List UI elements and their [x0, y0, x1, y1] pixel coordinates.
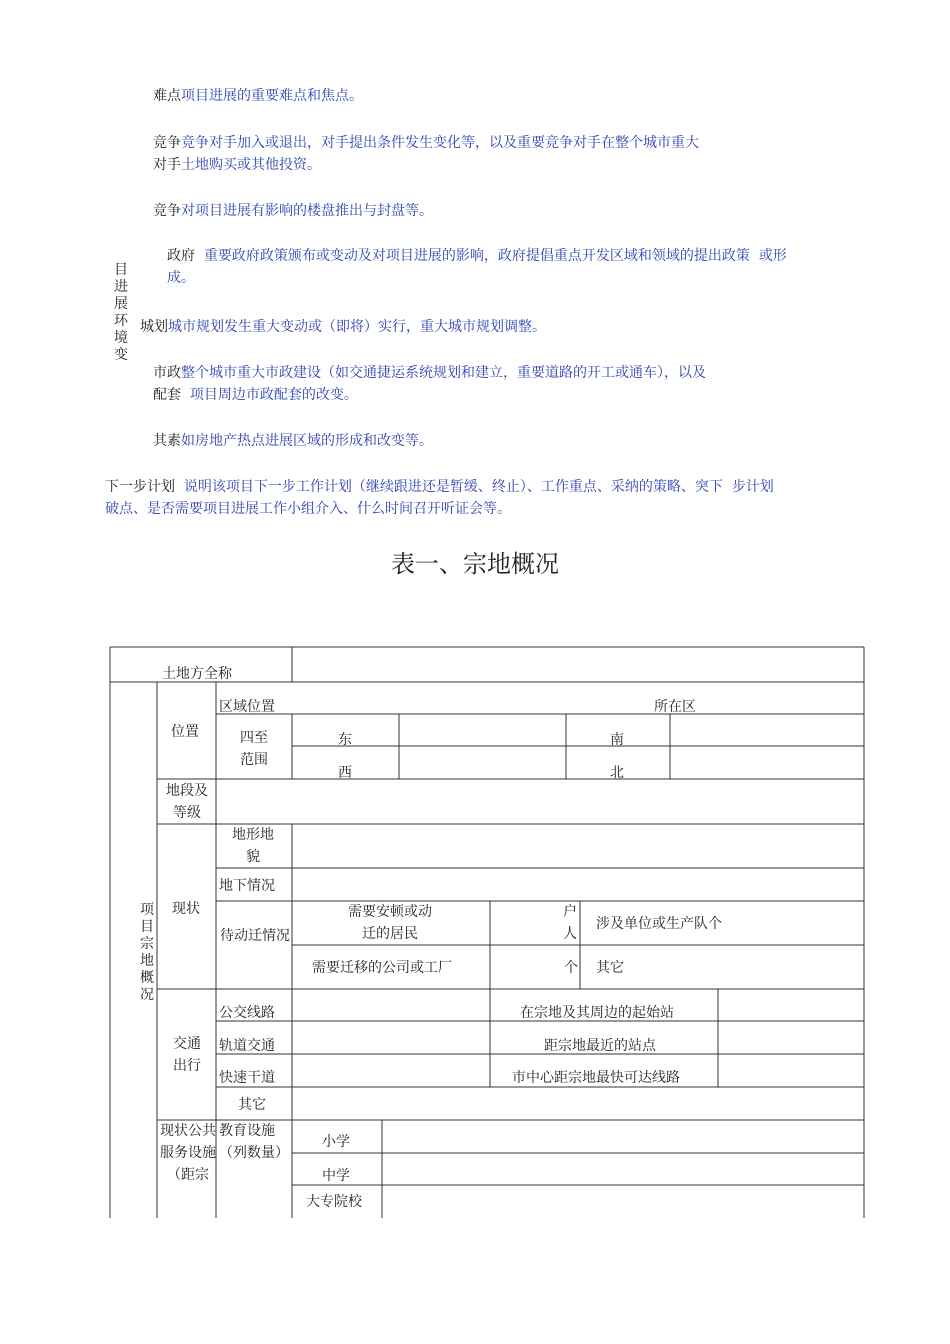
college-label: 大专院校 — [306, 1194, 362, 1210]
env-item-government-line2: 成。 — [167, 270, 195, 286]
rail-station-label: 距宗地最近的站点 — [544, 1038, 656, 1054]
households-label: 户人 — [563, 904, 577, 942]
env-item-text: 整个城市重大市政建设（如交通捷运系统规划和建立，重要道路的开工或通车），以及 — [181, 365, 706, 381]
env-item-text: 重要政府政策颁布或变动及对项目进展的影响，政府提倡重点开发区域和领域的提出政策 — [203, 248, 750, 264]
env-section-label: 目进展环境变 — [114, 262, 128, 363]
south-label: 南 — [610, 732, 624, 748]
next-plan-label: 下一步计划 — [105, 479, 175, 495]
next-plan-text: 说明该项目下一步工作计划（继续跟进还是暂缓、终止）、工作重点、采纳的策略、突下 — [183, 479, 723, 495]
env-item-label: 难点 — [153, 88, 181, 104]
env-item-label: 竞争 — [153, 203, 181, 219]
west-label: 西 — [338, 765, 352, 781]
env-item-text: 项目周边市政配套的改变。 — [189, 387, 358, 403]
education-label: 教育设施（列数量） — [219, 1123, 289, 1161]
other-status-label: 其它 — [596, 960, 624, 976]
next-plan-tail: 步计划 — [731, 479, 774, 495]
table-title: 表一、宗地概况 — [391, 550, 559, 578]
district-label: 所在区 — [654, 699, 696, 715]
env-item-text: 如房地产热点进展区域的形成和改变等。 — [181, 433, 433, 449]
north-label: 北 — [610, 765, 624, 781]
relocation-label: 待动迁情况 — [220, 928, 290, 944]
underground-label: 地下情况 — [219, 878, 275, 894]
env-item-label: 其素 — [153, 433, 181, 449]
middle-school-label: 中学 — [322, 1168, 350, 1184]
env-item-label: 配套 — [153, 387, 181, 403]
residents-label: 需要安顿或动迁的居民 — [348, 904, 432, 942]
env-item-text: 城市规划发生重大变动或（即将）实行，重大城市规划调整。 — [168, 319, 546, 335]
primary-school-label: 小学 — [322, 1134, 350, 1150]
grade-label: 地段及等级 — [166, 783, 208, 821]
env-item-label: 政府 — [167, 248, 195, 264]
section-label: 项目宗地概况 — [140, 902, 154, 1003]
location-label: 位置 — [171, 724, 199, 740]
env-item-text: 竞争对手加入或退出，对手提出条件发生变化等，以及重要竞争对手在整个城市重大 — [181, 135, 699, 151]
env-item-label: 对手 — [153, 157, 181, 173]
boundary-label: 四至范围 — [240, 730, 268, 768]
env-item-label: 竞争 — [153, 135, 181, 151]
bus-stop-label: 在宗地及其周边的起始站 — [520, 1005, 674, 1021]
env-item-text-tail: 或形 — [758, 248, 787, 264]
expressway-label: 快速干道 — [219, 1070, 275, 1086]
env-item-label: 市政 — [153, 365, 181, 381]
public-facilities-label: 现状公共服务设施（距宗 — [160, 1123, 216, 1183]
units-label: 涉及单位或生产队个 — [596, 916, 722, 932]
fast-route-label: 市中心距宗地最快可达线路 — [512, 1070, 680, 1086]
east-label: 东 — [338, 732, 352, 748]
rail-label: 轨道交通 — [219, 1038, 275, 1054]
land-full-name-label: 土地方全称 — [162, 666, 232, 682]
env-item-label: 城划 — [140, 319, 168, 335]
terrain-label: 地形地貌 — [232, 827, 274, 865]
region-label: 区域位置 — [219, 699, 275, 715]
traffic-label: 交通出行 — [173, 1036, 201, 1074]
bus-label: 公交线路 — [219, 1005, 275, 1021]
status-label: 现状 — [172, 901, 200, 917]
next-plan-line2: 破点、是否需要项目进展工作小组介入、什么时间召开听证会等。 — [105, 501, 511, 517]
count-unit-label: 个 — [564, 960, 578, 976]
env-item-text: 项目进展的重要难点和焦点。 — [181, 88, 363, 104]
other-traffic-label: 其它 — [238, 1097, 266, 1113]
env-item-text: 对项目进展有影响的楼盘推出与封盘等。 — [181, 203, 433, 219]
companies-label: 需要迁移的公司或工厂 — [312, 960, 452, 976]
env-item-text: 土地购买或其他投资。 — [181, 157, 321, 173]
